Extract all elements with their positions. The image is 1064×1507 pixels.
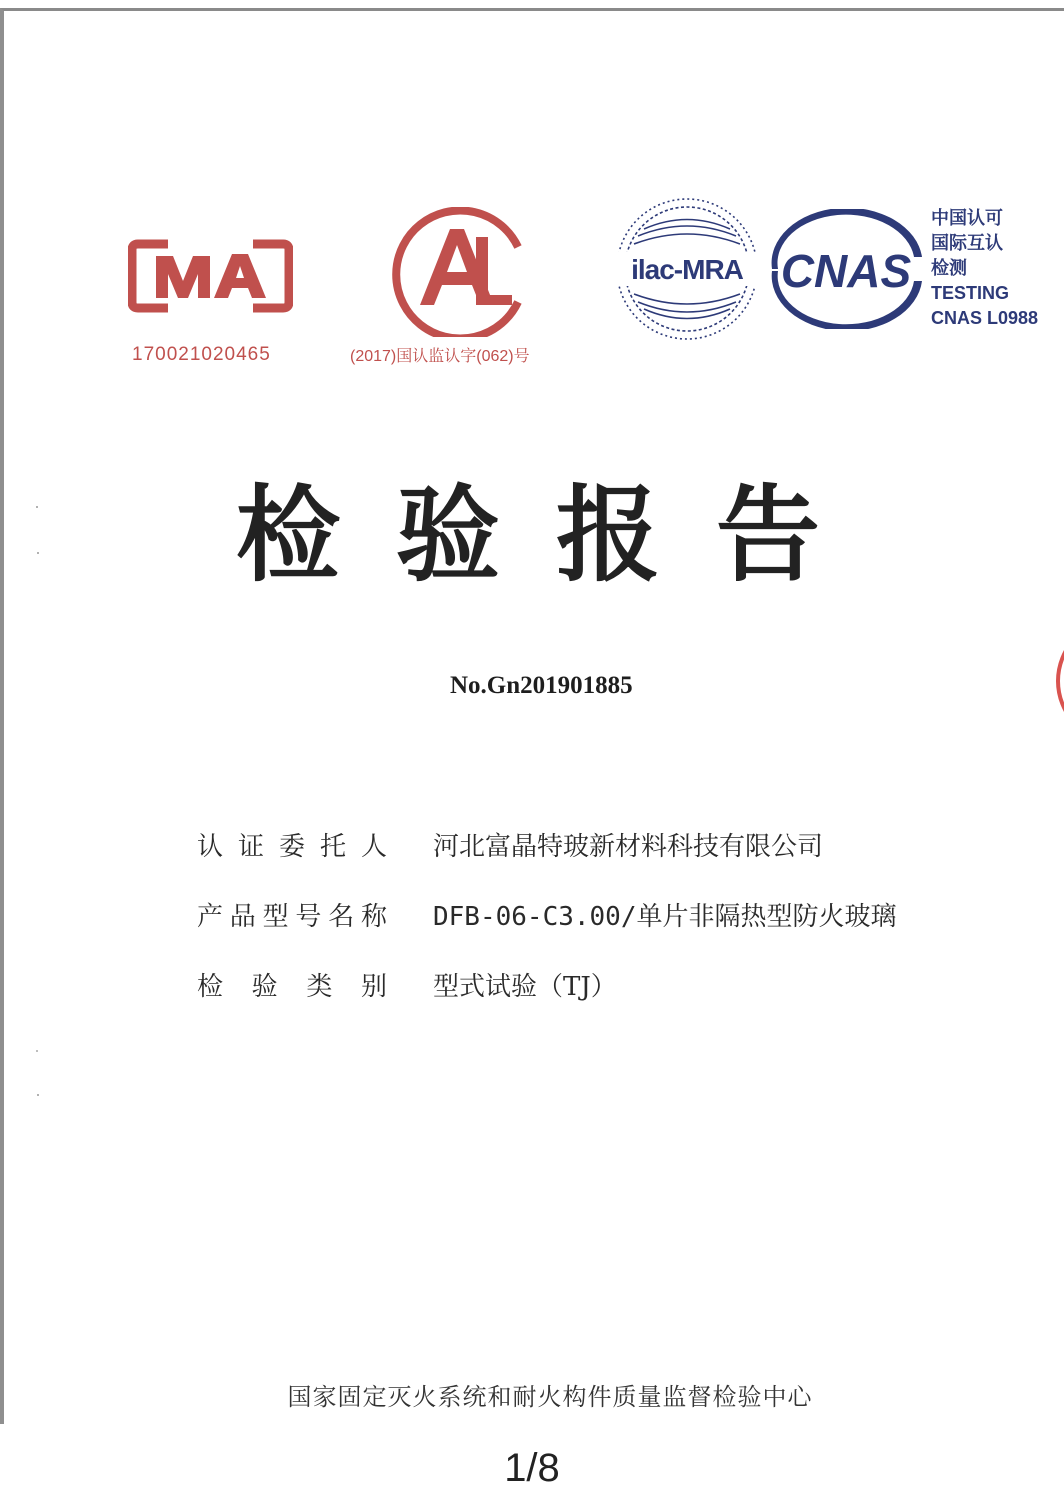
report-number: No.Gn201901885 [450, 672, 633, 699]
field-value: 河北富晶特玻新材料科技有限公司 [433, 832, 824, 862]
cnas-line: 国际互认 [931, 233, 1003, 253]
cal-number: (2017)国认监认字(062)号 [350, 348, 530, 365]
scan-specks [34, 501, 44, 1121]
cnas-accreditation-text [931, 206, 1038, 331]
product-name: 单片非隔热型防火玻璃 [636, 902, 897, 932]
cnas-line: 检测 [931, 258, 967, 278]
official-seal [1050, 611, 1064, 751]
field-label: 检验类别 [197, 972, 387, 1002]
cnas-line: 中国认可 [931, 208, 1003, 228]
cma-logo [128, 236, 293, 331]
report-title: 检验报告 [235, 474, 876, 596]
field-value: 型式试验（TJ） [433, 972, 617, 1002]
svg-text:CNAS: CNAS [780, 245, 912, 297]
cal-logo [378, 207, 533, 337]
product-model-code: DFB-06-C3.00/ [433, 902, 637, 932]
field-label: 认证委托人 [197, 832, 387, 862]
cnas-line: TESTING [931, 283, 1010, 303]
document-page [0, 8, 1064, 1424]
ilac-mra-logo [612, 194, 762, 344]
svg-text:ilac-MRA: ilac-MRA [631, 254, 743, 285]
field-value [433, 896, 897, 933]
cma-number: 170021020465 [132, 344, 271, 365]
issuer-name: 国家固定灭火系统和耐火构件质量监督检验中心 [287, 1383, 813, 1411]
cnas-logo [764, 209, 929, 329]
field-label: 产品型号名称 [197, 902, 387, 932]
page-indicator: 1/8 [504, 1446, 560, 1490]
cnas-line: CNAS L0988 [931, 308, 1039, 328]
